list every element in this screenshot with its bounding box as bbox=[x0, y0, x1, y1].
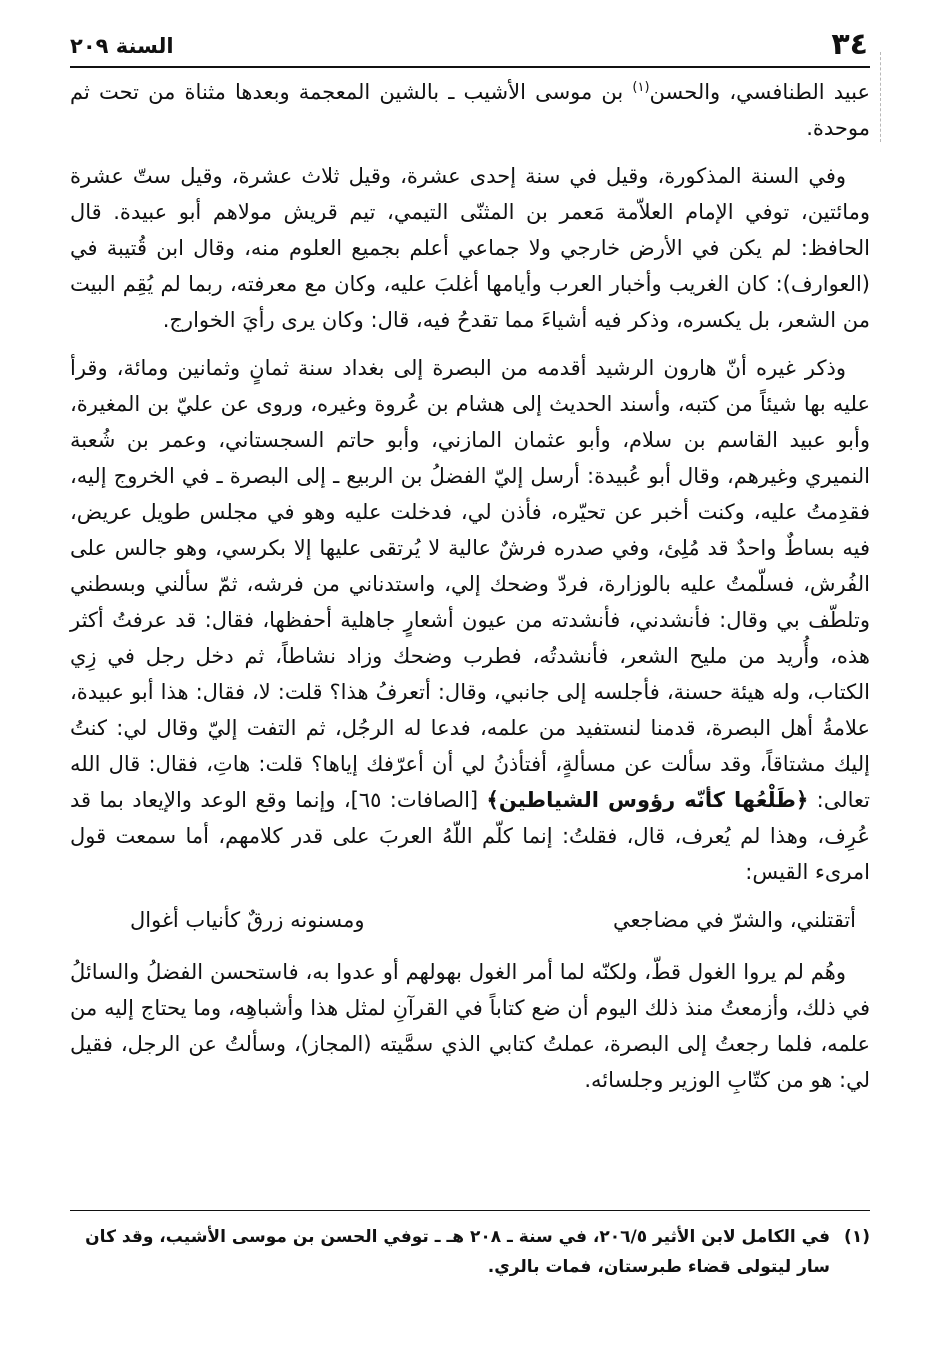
paragraph-3 bbox=[70, 350, 870, 890]
footnote-separator bbox=[70, 1210, 870, 1211]
paragraph-1-text-a: عبيد الطنافسي، والحسن bbox=[649, 80, 870, 104]
paragraph-3-text-a: وذكر غيره أنّ هارون الرشيد أقدمه من البصرة إلى بغداد سنة ثمانٍ وثمانين ومائة، وقرأ عليه بها شيئاً من كتبه، وأسند الحديث إلى هشام بن عُروة وغيره، وروى عن عليّ بن المغيرة، وأبو عبيد القاسم بن سلام، وأبو عثمان المازني، وأبو حاتم السجستاني، وعمر بن شُعبة النميري وغيرهم، وقال أبو عُبيدة: أرسل إليّ الفضلُ بن الربيع ـ إلى البصرة ـ في الخروج إليه، فقدِمتُ عليه، وكنت أخبر عن تحيّره، فأذن لي، فدخلت عليه وهو في مجلس طويل عريض، فيه بساطٌ واحدٌ قد مُلِئ، وفي صدره فرشٌ عالية لا يُرتقى عليها إلا بكرسي، وهو جالس على الفُرش، فسلّمتُ عليه بالوزارة، فردّ وضحك إلي، واستدناني من فرشه، ثمّ سألني وبسطني وتلطّف بي وقال: فأنشدني، فأنشدته من عيون أشعارٍ جاهلية أحفظها، فقال: قد عرفتُ أكثر هذه، وأُريد من مليح الشعر، فأنشدتُه، فطرب وضحك وزاد نشاطاً، ثم دخل رجل في زِي الكتاب، وله هيئة حسنة، فأجلسه إلى جانبي، وقال: أتعرفُ هذا؟ قلت: لا، فقال: هذا أبو عبيدة، علامةُ أهل البصرة، قدمنا لنستفيد من علمه، فدعا له الرجُل، ثم التفت إليّ وقال لي: كنتُ إليك مشتاقاً، وقد سألت عن مسألةٍ، أفتأذنُ لي أن أعرّفك إياها؟ قلت: هاتِ، فقال: قال الله تعالى: bbox=[70, 356, 870, 812]
footnote-reference: (١) bbox=[632, 80, 650, 95]
page-number: ٣٤ bbox=[831, 27, 868, 62]
footnote-text: في الكامل لابن الأثير ٢٠٦/٥، في سنة ـ ٢٠٨ هـ ـ توفي الحسن بن موسى الأشيب، وقد كان سار ليتولى قضاء طبرستان، فمات بالري. bbox=[85, 1227, 830, 1277]
verse-first-hemistich: أتقتلني، والشرّ في مضاجعي bbox=[613, 908, 856, 932]
running-title: السنة ٢٠٩ bbox=[70, 34, 174, 58]
header-rule bbox=[70, 66, 870, 68]
quran-verse: ﴿طَلْعُها كأنّه رؤوس الشياطين﴾ bbox=[486, 788, 809, 812]
margin-mark bbox=[880, 52, 881, 142]
footnote bbox=[70, 1222, 870, 1282]
footnote-marker: (١) bbox=[844, 1227, 870, 1247]
page-header bbox=[70, 28, 868, 62]
verse-second-hemistich: ومسنونه زرقٌ كأنياب أغوال bbox=[130, 908, 365, 932]
paragraph-4: وهُم لم يروا الغول قطّ، ولكنّه لما أمر الغول بهولهم أو عدوا به، فاستحسن الفضلُ والسائلُ في ذلك، وأزمعتُ منذ ذلك اليوم أن ضع كتاباً في القرآنِ لمثل هذا وأشباهِه، وما يحتاج إليه من علمه، فلما رجعتُ إلى البصرة، عملتُ كتابي الذي سمَّيته (المجاز)، وسألتُ عن الرجل، فقيل لي: هو من كتّابِ الوزير وجلسائه. bbox=[70, 960, 870, 1092]
paragraph-1-text-b: بن موسى الأشيب ـ بالشين المعجمة وبعدها مثناة من تحت ثم موحدة. bbox=[70, 80, 870, 140]
paragraph-1 bbox=[70, 74, 870, 146]
main-text bbox=[70, 74, 870, 1110]
paragraph-2: وفي السنة المذكورة، وقيل في سنة إحدى عشرة، وقيل ثلاث عشرة، وقيل ستّ عشرة ومائتين، توفي الإمام العلاّمة مَعمر بن المثنّى التيمي، تيم قريش مولاهم أبو عبيدة. قال الحافظ: لم يكن في الأرض خارجي ولا جماعي أعلم بجميع العلوم منه، وقال ابن قُتيبة في (العوارف): كان الغريب وأخبار العرب وأيامها أغلبَ عليه، وكان مع معرفته، ربما لم يُقِم البيت من الشعر، بل يكسره، وذكر فيه أشياءَ مما تقدحُ فيه، قال: وكان يرى رأيَ الخوارج. bbox=[70, 164, 870, 332]
poetry-verse bbox=[70, 902, 870, 938]
paragraph-3-text-b: [الصافات: ٦٥]، وإنما وقع الوعد والإيعاد بما قد عُرِف، وهذا لم يُعرف، قال، فقلتُ: إنما كلّم اللّهُ العربَ على قدر كلامهم، أما سمعت قول امرىء القيس: bbox=[70, 788, 870, 884]
